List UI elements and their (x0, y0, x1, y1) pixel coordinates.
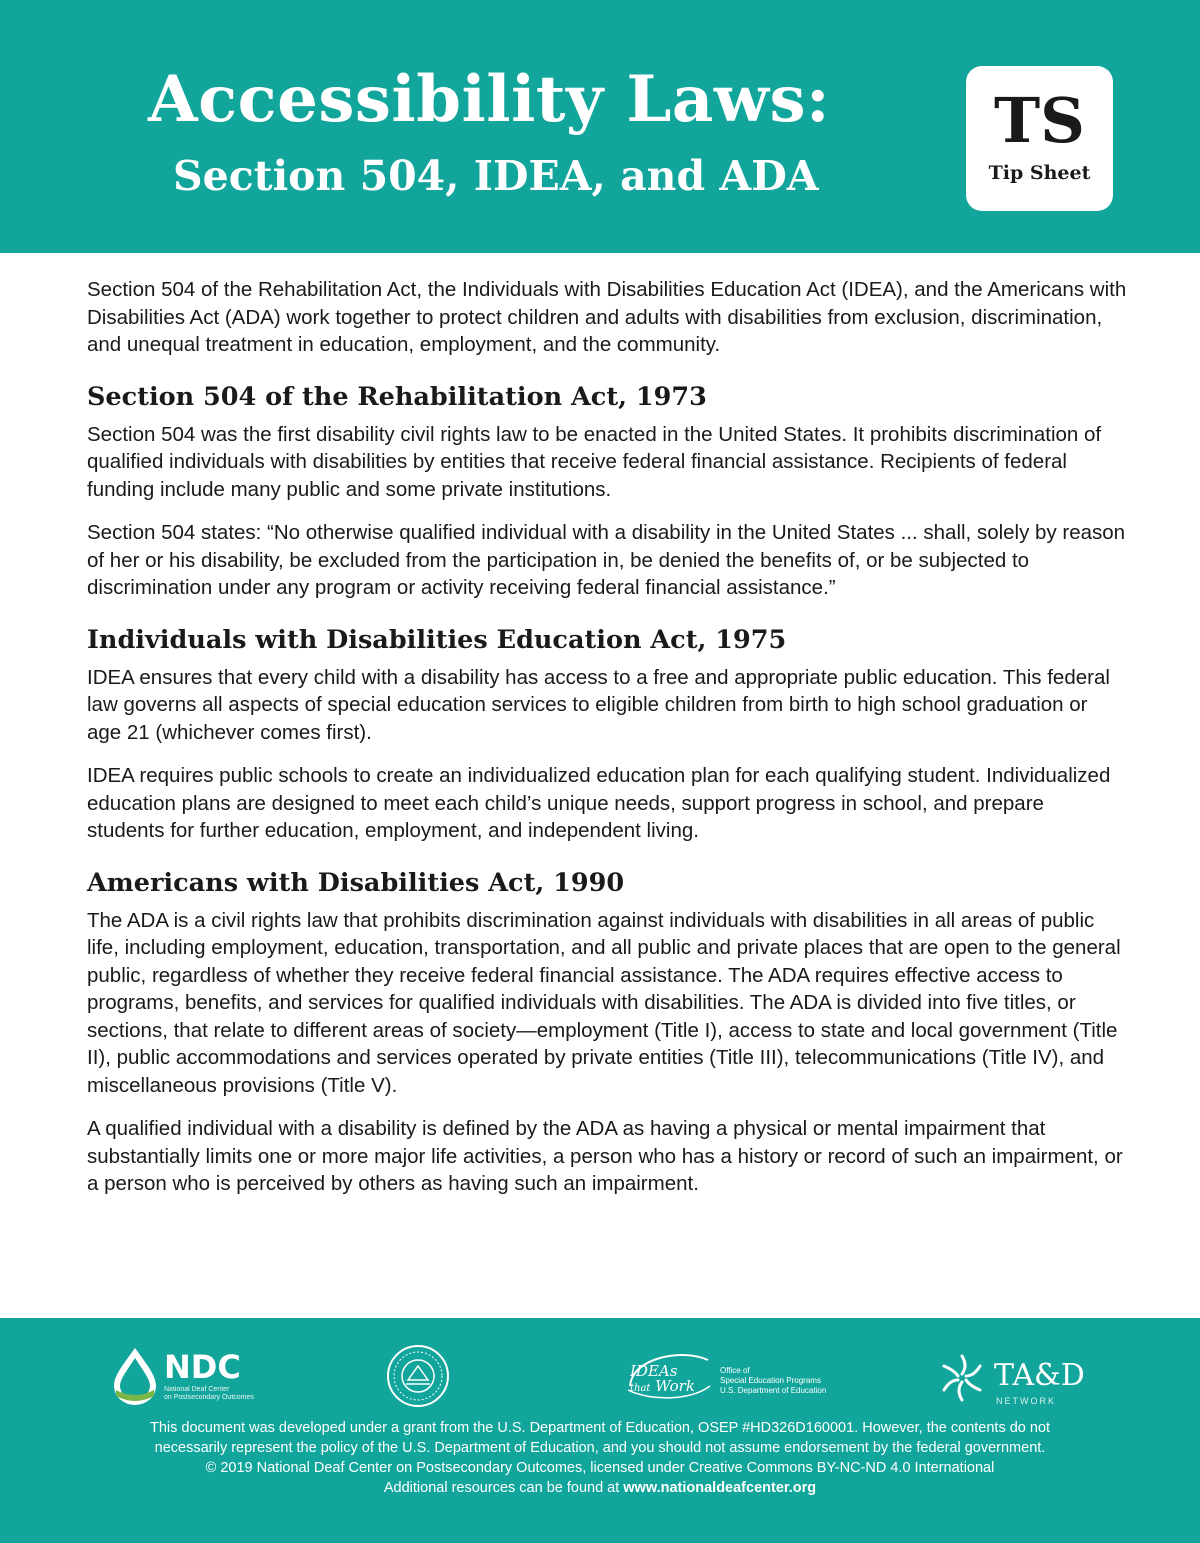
main-content (87, 276, 1127, 1214)
resources-link[interactable]: www.nationaldeafcenter.org (623, 1480, 817, 1496)
footer (0, 1318, 1200, 1543)
department-of-education-seal (386, 1344, 450, 1408)
ndc-subtext: National Deaf Center on Postsecondary Outcomes (164, 1386, 254, 1401)
tad-star-icon (934, 1350, 990, 1406)
tip-sheet-badge (966, 66, 1113, 211)
section-504-paragraph-2: Section 504 states: “No otherwise qualified individual with a disability in the United States ... shall, solely by reason of her or his disability, be excluded from the participation in, be denied the benefits of, or be subjected to discrimination under any program or activity receiving federal financial assistance.” (87, 521, 1126, 599)
section-idea-paragraph-1: IDEA ensures that every child with a disability has access to a free and appropriate public education. This federal law governs all aspects of special education services to eligible children from birth to high school graduation or age 21 (whichever comes first). (87, 665, 1110, 744)
header-banner (0, 0, 1200, 253)
disclaimer-line-2: necessarily represent the policy of the U.S. Department of Education, and you should not assume endorsement by the federal government. (154, 1440, 1046, 1456)
ideas-that-work-logo (622, 1346, 842, 1406)
ideas-wordmark: IDEAs that Work (630, 1362, 695, 1395)
disclaimer-line-1: This document was developed under a grant from the U.S. Department of Education, OSEP #HD326D160001. However, the contents do not (149, 1420, 1051, 1436)
ndc-emblem-icon (110, 1346, 160, 1406)
seal-icon (386, 1344, 450, 1408)
tad-network-label: NETWORK (996, 1396, 1056, 1406)
section-heading-ada: Americans with Disabilities Act, 1990 (87, 867, 625, 898)
badge-abbreviation: TS (994, 84, 1085, 157)
section-ada-paragraph-2: A qualified individual with a disability is defined by the ADA as having a physical or mental impairment that substantially limits one or more major life activities, a person who has a history or record of such an impairment, or a person who is perceived by others as having such an impairment. (87, 1117, 1123, 1195)
page-title: Accessibility Laws: (148, 62, 831, 137)
section-idea-paragraph-2: IDEA requires public schools to create an individualized education plan for each qualifying student. Individualized education plans are designed to meet each child’s unique needs, support progress in school, and prepare students for further education, employment, and independent living. (87, 764, 1111, 842)
intro-paragraph: Section 504 of the Rehabilitation Act, the Individuals with Disabilities Education Act (IDEA), and the Americans with Disabilities Act (ADA) work together to protect children and adults with disabilities from exclusion, discrimination, and unequal treatment in education, employment, and the community. (87, 278, 1127, 356)
resources-prefix: Additional resources can be found at (383, 1480, 624, 1496)
footer-disclaimer (60, 1418, 1140, 1498)
resources-line (60, 1478, 1140, 1498)
badge-label: Tip Sheet (988, 162, 1091, 184)
section-504-paragraph-1: Section 504 was the first disability civil rights law to be enacted in the United States. It prohibits discrimination of qualified individuals with disabilities by entities that receive federal financial assistance. Recipients of federal funding include many public and some private institutions. (87, 422, 1102, 501)
footer-logos (0, 1336, 1200, 1416)
ndc-logo (110, 1344, 260, 1410)
ndc-wordmark: NDC (164, 1348, 241, 1386)
tad-wordmark: TA&D (994, 1358, 1085, 1393)
page-subtitle: Section 504, IDEA, and ADA (173, 152, 819, 200)
tad-network-logo (934, 1346, 1104, 1412)
osep-text: Office of Special Education Programs U.S. Department of Education (720, 1366, 827, 1395)
copyright-line: © 2019 National Deaf Center on Postsecondary Outcomes, licensed under Creative Commons BY-NC-ND 4.0 International (205, 1460, 995, 1476)
section-heading-idea: Individuals with Disabilities Education Act, 1975 (87, 624, 787, 655)
section-ada-paragraph-1: The ADA is a civil rights law that prohibits discrimination against individuals with disabilities in all areas of public life, including employment, education, transportation, and all public and private places that are open to the general public, regardless of whether they receive federal financial assistance. The ADA requires effective access to programs, benefits, and services for qualified individuals with disabilities. The ADA is divided into five titles, or sections, that relate to different areas of society—employment (Title I), access to state and local government (Title II), public accommodations and services operated by private entities (Title III), telecommunications (Title IV), and miscellaneous provisions (Title V). (87, 908, 1121, 1097)
section-heading-504: Section 504 of the Rehabilitation Act, 1973 (87, 381, 707, 412)
